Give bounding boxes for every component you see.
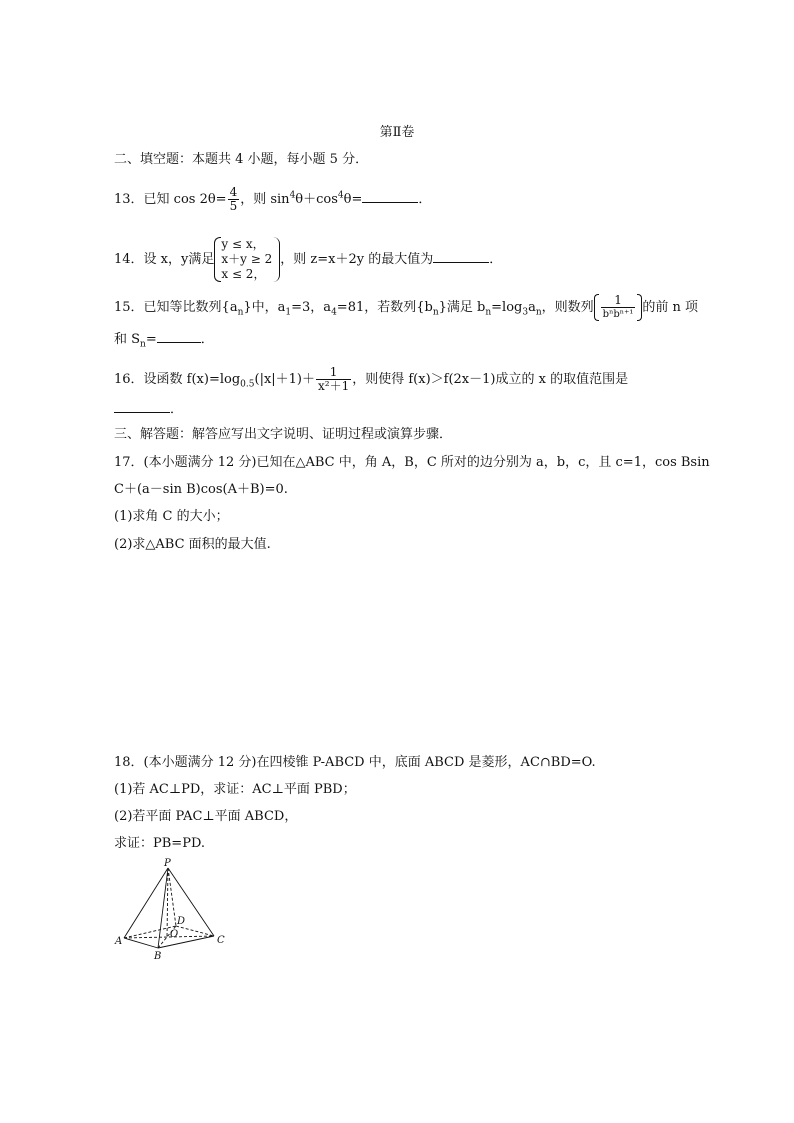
part3-header: 三、解答题：解答应写出文字说明、证明过程或演算步骤．	[114, 427, 453, 442]
part2-header: 二、填空题：本题共 4 小题，每小题 5 分．	[114, 152, 369, 167]
question-18-part2: (2)若平面 PAC⊥平面 ABCD，	[114, 809, 298, 824]
label-o: O	[170, 929, 179, 940]
question-15-line2: 和 $S_n=$ ．	[114, 332, 214, 350]
answer-blank	[362, 190, 418, 203]
question-17-part1: (1)求角 C 的大小；	[114, 509, 229, 524]
sequence-set-fraction: $\frac{1}{\text{bⁿbⁿ⁺¹}}$	[594, 294, 643, 321]
edge-pd	[168, 868, 176, 926]
pyramid-figure	[114, 858, 234, 962]
diagonal-ac	[124, 936, 214, 938]
question-16: 16．设函数 $f(x)=\log_{0.5}(|x|+1)+$ $\frac{1}{\text{x²＋1}}$ ，则使得 f(x)＞f(2x－1)成立的 x 的取值范围是	[114, 365, 629, 393]
section-title: 第Ⅱ卷	[379, 125, 415, 140]
label-a: A	[115, 936, 123, 947]
question-17-line2: C＋(a－sin B)cos(A＋B)=0.	[114, 482, 288, 497]
label-d: D	[177, 916, 186, 927]
question-17-line1: 17．(本小题满分 12 分)已知在△ABC 中，角 A，B，C 所对的边分别为 a，b，c，且 c=1，cos Bsin	[114, 455, 710, 470]
answer-blank	[114, 400, 170, 413]
answer-blank	[157, 330, 201, 343]
edge-ab	[124, 938, 158, 948]
label-p: P	[164, 858, 171, 869]
question-14: 14．设 x，y满足 y ≤ x， x＋y ≥ 2 x ≤ 2， ，则 z=x＋2y 的最大值为 ．	[114, 237, 503, 281]
edge-bc	[158, 936, 214, 948]
question-17-part2: (2)求△ABC 面积的最大值.	[114, 537, 271, 552]
edge-pb	[158, 868, 168, 948]
fraction-4-5: $\frac{4}{5}$	[229, 185, 238, 213]
fraction-1-x2plus1: $\frac{1}{\text{x²＋1}}$	[318, 365, 350, 393]
label-b: B	[154, 951, 162, 962]
inequality-system: y ≤ x， x＋y ≥ 2 x ≤ 2，	[214, 237, 280, 282]
question-16-line2: ．	[114, 400, 183, 419]
edge-pa	[124, 868, 168, 938]
question-13: 13．已知 cos 2θ= $\frac{4}{5}$ ，则 $\sin^4\theta+\cos^4\theta=$ ．	[114, 185, 432, 213]
question-18-part3: 求证：PB=PD.	[114, 836, 206, 851]
question-18-part1: (1)若 AC⊥PD，求证：AC⊥平面 PBD；	[114, 782, 356, 797]
question-18-line1: 18．(本小题满分 12 分)在四棱锥 P-ABCD 中，底面 ABCD 是菱形，AC∩BD=O.	[114, 755, 596, 770]
question-15: 15．已知等比数列$\{a_n\}$中，$a_1=3$，$a_4=81$，若数列$\{b_n\}$满足 $b_n=\log_3a_n$，则数列 $\frac{1}{\text{bⁿbⁿ⁺¹}}$ 的前 n 项	[114, 293, 699, 320]
answer-blank	[433, 250, 489, 263]
label-c: C	[217, 935, 225, 946]
